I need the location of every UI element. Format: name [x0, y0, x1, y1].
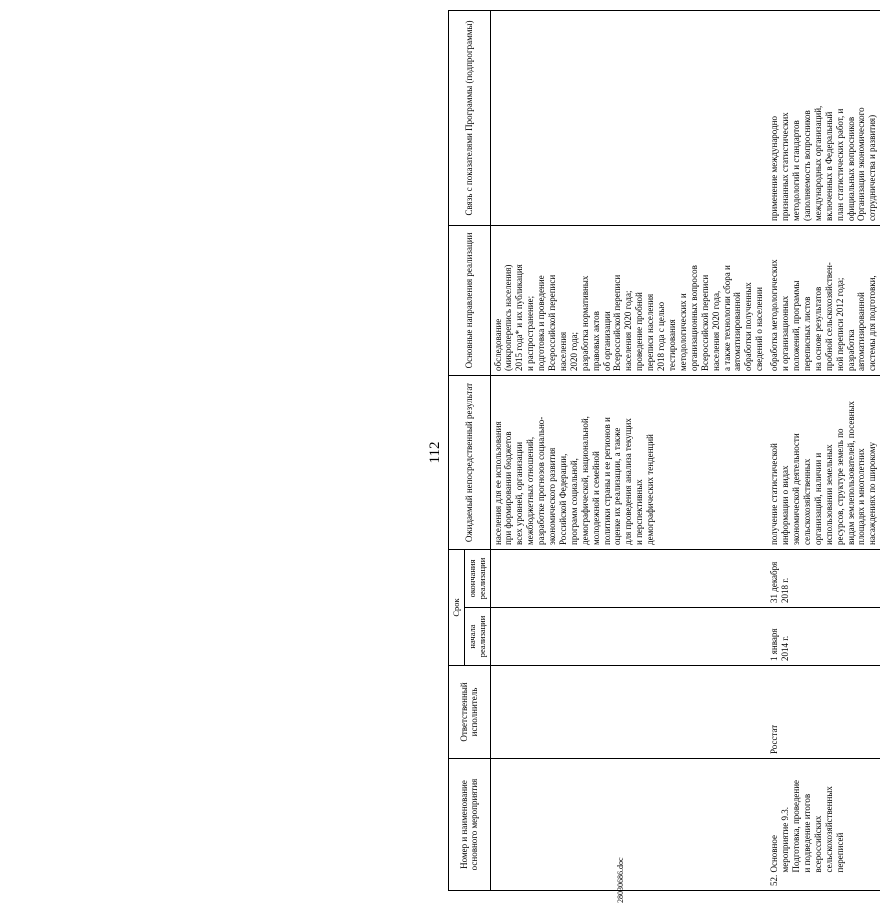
header-directions: Основные направления реализации — [449, 226, 491, 376]
executor: Росстат — [767, 666, 880, 759]
table-row — [490, 11, 767, 891]
header-executor: Ответственный исполнитель — [449, 666, 491, 759]
main-directions: обследование (микроперепись населения) 2015 года* и их публикация и распространение; подготовка и проведение Всероссийской переписи населения 2020 года; разработка нормативных правовых актов об организации Всероссийской переписи населения 2020 года; проведение пробной переписи населения 2018 года с целью тестирования методологических и организационных вопросов Всероссийской переписи населения 2020 года, а также технологии сбора и автоматизированной обработки полученных сведений о населении — [490, 226, 767, 376]
header-result: Ожидаемый непосредственный результат — [449, 376, 491, 550]
header-term-start: начала реализации — [464, 608, 490, 666]
row-number — [490, 877, 767, 891]
table-row — [767, 11, 880, 891]
table-header-row — [449, 11, 465, 891]
program-activities-table — [448, 10, 880, 891]
row-number: 52. — [767, 877, 880, 891]
program-indicators: применение международно признанных статистических методологий и стандартов (заполняемость вопросников международных организаций, включенных в Федеральный план статистических работ, и официальных вопросников Организации экономического сотрудничества и развития) — [767, 11, 880, 226]
header-term: Срок — [449, 550, 465, 666]
start-date — [490, 608, 767, 666]
executor — [490, 666, 767, 759]
program-indicators — [490, 11, 767, 226]
document-code: 28030686.doc — [616, 857, 625, 903]
page-number: 112 — [427, 441, 443, 464]
header-term-end: окончания реализации — [464, 550, 490, 608]
start-date: 1 января 2014 г. — [767, 608, 880, 666]
activity-name: Основное мероприятие 9.3. Подготовка, проведение и подведение итогов всероссийских сельскохозяйственных переписей — [767, 759, 880, 877]
header-indicators: Связь с показателями Программы (подпрограммы) — [449, 11, 491, 226]
main-directions: обработка методологических и организационных положений, программы переписных листов на основе результатов пробной сельскохозяйствен- ной переписи 2012 года; разработка автоматизированной системы для подготовки, — [767, 226, 880, 376]
header-number-name: Номер и наименование основного мероприятия — [449, 759, 491, 891]
end-date: 31 декабря 2018 г. — [767, 550, 880, 608]
expected-result: населения для ее использования при формировании бюджетов всех уровней, организации межбюджетных отношений, разработке прогнозов социально- экономического развития Российской Федерации, программ социальной, демографической, национальной, молодежной и семейной политики страны и ее регионов и оценке их реализации, а также для проведения анализа текущих и перспективных демографических тенденций — [490, 376, 767, 550]
activity-name — [490, 759, 767, 877]
expected-result: получение статистической информации о видах экономической деятельности сельскохозяйственных организаций, наличии и использовании земельных ресурсов, структуре земель по видам землепользователей, посевных площадях и многолетних насаждениях по широкому — [767, 376, 880, 550]
end-date — [490, 550, 767, 608]
